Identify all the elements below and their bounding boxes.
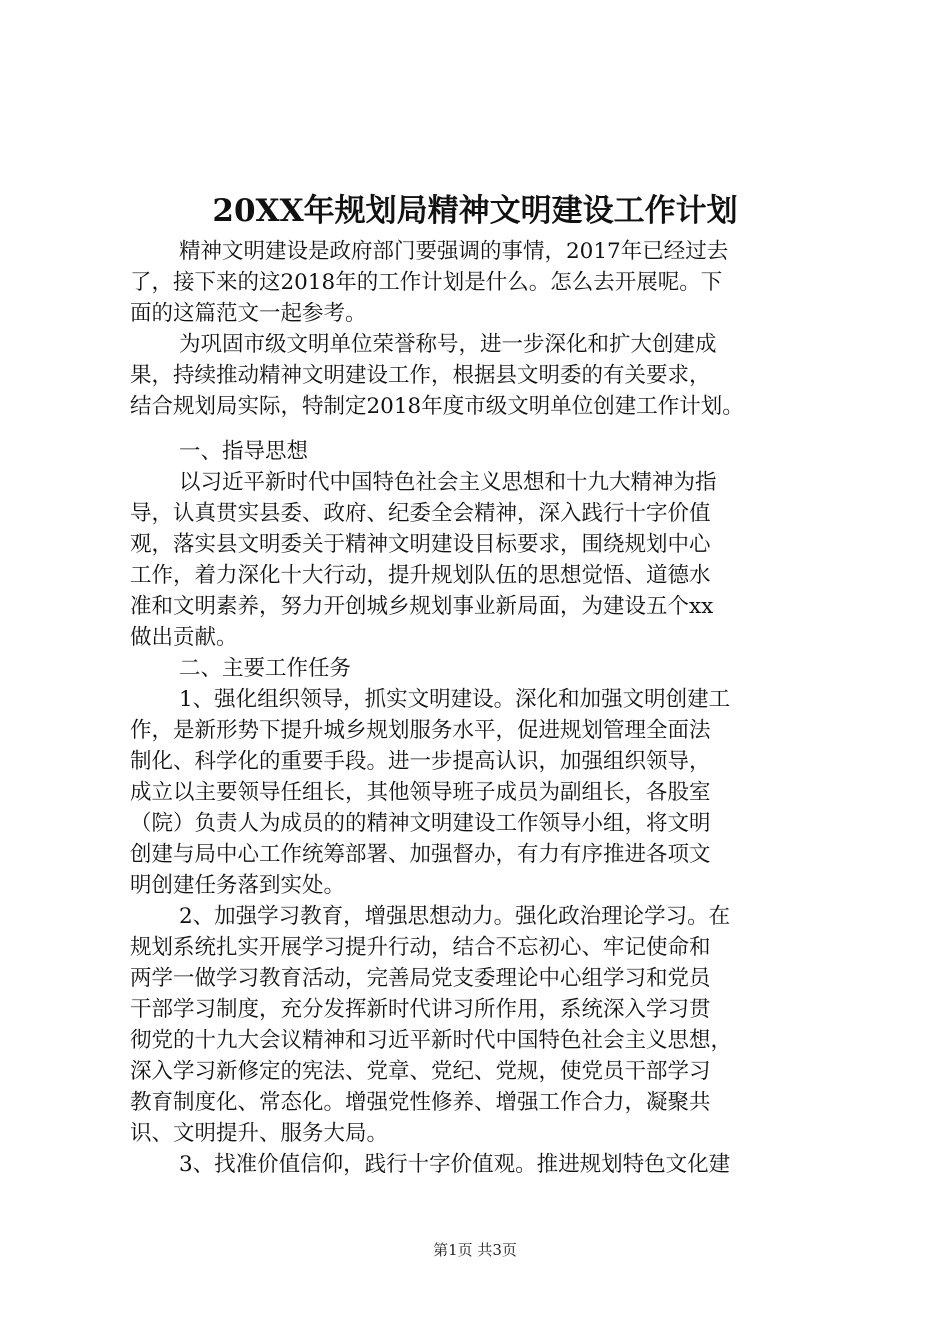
paragraph-line: 了，接下来的这2018年的工作计划是什么。怎么去开展呢。下 [130,270,723,295]
paragraph-spacer [130,422,830,436]
paragraph-line: 教育制度化、常态化。增强党性修养、增强工作合力，凝聚共 [130,1090,711,1115]
paragraph-line: 制化、科学化的重要手段。进一步提高认识，加强组织领导， [130,749,711,774]
paragraph-line: 面的这篇范文一起参考。 [130,301,367,326]
paragraph-line: 作，是新形势下提升城乡规划服务水平，促进规划管理全面法 [130,718,711,743]
paragraph-line: 果，持续推动精神文明建设工作，根据县文明委的有关要求， [130,363,711,388]
paragraph-line: 结合规划局实际，特制定2018年度市级文明单位创建工作计划。 [130,394,744,419]
paragraph-line: 为巩固市级文明单位荣誉称号，进一步深化和扩大创建成 [179,332,717,357]
paragraph-line: （院）负责人为成员的的精神文明建设工作领导小组，将文明 [130,811,711,836]
paragraph-line: 识、文明提升、服务大局。 [130,1121,389,1146]
section-heading: 一、指导思想 [179,439,309,464]
paragraph-line: 成立以主要领导任组长，其他领导班子成员为副组长，各股室 [130,780,711,805]
paragraph-line: 1、强化组织领导，抓实文明建设。深化和加强文明创建工 [179,687,731,712]
paragraph-line: 精神文明建设是政府部门要强调的事情，2017年已经过去 [179,239,729,264]
document-body [130,236,830,1180]
paragraph-line: 工作，着力深化十大行动，提升规划队伍的思想觉悟、道德水 [130,563,711,588]
paragraph-line: 规划系统扎实开展学习提升行动，结合不忘初心、牢记使命和 [130,935,711,960]
paragraph-line: 准和文明素养，努力开创城乡规划事业新局面，为建设五个xx [130,594,714,619]
paragraph-line: 做出贡献。 [130,625,238,650]
paragraph-line: 深入学习新修定的宪法、党章、党纪、党规，使党员干部学习 [130,1059,711,1084]
page-number: 第1页 共3页 [433,1241,517,1259]
paragraph-line: 创建与局中心工作统筹部署、加强督办，有力有序推进各项文 [130,842,711,867]
paragraph-line: 2、加强学习教育，增强思想动力。强化政治理论学习。在 [179,904,731,929]
paragraph-line: 明创建任务落到实处。 [130,873,346,898]
paragraph-line: 干部学习制度，充分发挥新时代讲习所作用，系统深入学习贯 [130,997,711,1022]
paragraph-line: 以习近平新时代中国特色社会主义思想和十九大精神为指 [179,470,717,495]
paragraph-line: 彻党的十九大会议精神和习近平新时代中国特色社会主义思想， [130,1028,733,1053]
paragraph-line: 导，认真贯实县委、政府、纪委全会精神，深入践行十字价值 [130,501,711,526]
section-heading: 二、主要工作任务 [179,656,352,681]
document-title: 20XX年规划局精神文明建设工作计划 [212,193,738,229]
paragraph-line: 两学一做学习教育活动，完善局党支委理论中心组学习和党员 [130,966,711,991]
paragraph-line: 观，落实县文明委关于精神文明建设目标要求，围绕规划中心 [130,532,711,557]
paragraph-line: 3、找准价值信仰，践行十字价值观。推进规划特色文化建 [179,1152,731,1177]
